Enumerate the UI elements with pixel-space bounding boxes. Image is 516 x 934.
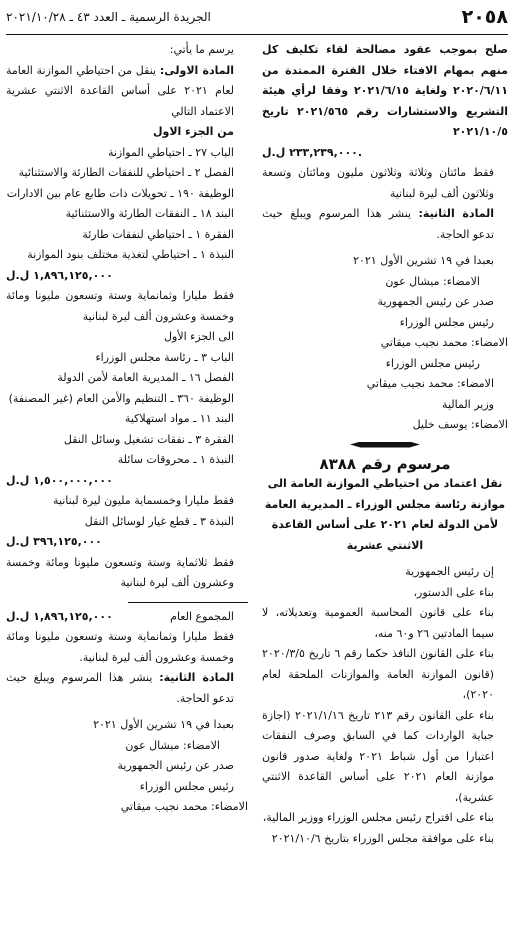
budget-line: الفصل ١٦ ـ المديرية العامة لأمن الدولة <box>57 371 234 384</box>
article-text: ينشر هذا المرسوم ويبلغ حيث تدعو الحاجة. <box>6 671 234 705</box>
amount: ٣٩٦,١٢٥,٠٠٠ ل.ل <box>6 535 102 548</box>
signature-line: الامضاء: ميشال عون <box>385 274 480 288</box>
decree-preamble: يرسم ما يأتي: <box>169 43 234 56</box>
total-row <box>6 607 248 628</box>
budget-line: الفقرة ٣ ـ نفقات تشغيل وسائل النقل <box>63 432 234 446</box>
gazette-title: الجريدة الرسمية ـ العدد ٤٣ ـ ٢٠٢١/١٠/٢٨ <box>6 10 211 24</box>
section-divider <box>350 442 420 448</box>
preamble-line: إن رئيس الجمهورية <box>405 565 494 578</box>
signature-line: رئيس مجلس الوزراء <box>385 356 480 370</box>
signature-line: الامضاء: ميشال عون <box>125 738 220 752</box>
amount-words: فقط مليارا وثمانماية وستة وتسعون مليونا ومائة وخمسة وعشرون ألف ليرة لبنانية <box>6 289 234 323</box>
page-number: ٢٠٥٨ <box>461 6 508 28</box>
amount-words: فقط مليارا وخمسماية مليون ليرة لبنانية <box>52 494 234 507</box>
amount-words: فقط ثلاثماية وستة وتسعون مليونا ومائة وخمسة وعشرون ألف ليرة لبنانية <box>6 555 234 589</box>
signature-line: الامضاء: محمد نجيب ميقاتي <box>380 336 508 349</box>
article-label: المادة الثانية: <box>159 671 234 684</box>
preamble-line: بناء على قانون المحاسبة العمومية وتعديلاته، لا سيما المادتين ٢٦ و٦٠ منه، <box>262 606 494 640</box>
signature-line: الامضاء: يوسف خليل <box>412 418 508 431</box>
budget-line: الباب ٢٧ ـ احتياطي الموازنة <box>107 145 234 159</box>
decree-date: بعبدا في ١٩ تشرين الأول ٢٠٢١ <box>353 254 494 267</box>
left-column <box>6 40 248 818</box>
section-heading: الى الجزء الأول <box>164 330 234 343</box>
budget-line: النبذة ١ ـ محروقات سائلة <box>117 453 234 466</box>
article-text: ينقل من احتياطي الموازنة العامة لعام ٢٠٢١ على أساس القاعدة الاثنتي عشرية الاعتماد التالي <box>6 63 234 118</box>
article-2 <box>262 204 508 245</box>
signature-line: صدر عن رئيس الجمهورية <box>117 759 234 772</box>
page-header <box>6 6 508 32</box>
decree-date: بعبدا في ١٩ تشرين الأول ٢٠٢١ <box>93 718 234 731</box>
article-label: المادة الاولى: <box>159 63 234 77</box>
preamble-line: بناء على القانون النافذ حكما رقم ٦ تاريخ ٢٠٢٠/٣/٥ (قانون الموازنة العامة والموازنات الملحقة لعام ٢٠٢٠)، <box>262 647 494 701</box>
article-label: المادة الثانية: <box>418 207 494 220</box>
right-column <box>262 40 508 849</box>
section-heading: من الجزء الاول <box>152 125 234 138</box>
paragraph: صلح بموجب عقود مصالحة لقاء تكليف كل منهم بمهام الافتاء خلال الفترة الممتدة من ٢٠٢٠/٦/١١ ولغاية ٢٠٢١/٦/١٥ وفقا لرأي هيئة التشريع والاستشارات رقم ٢٠٢١/٥٦٥ تاريخ ٢٠٢١/١٠/٥ <box>262 43 508 138</box>
budget-line: الوظيفة ٣٦٠ ـ التنظيم والأمن العام (غير المصنفة) <box>8 391 234 405</box>
amount: ١,٥٠٠,٠٠٠,٠٠٠ ل.ل <box>6 473 113 487</box>
budget-line: الوظيفة ١٩٠ ـ تحويلات ذات طابع عام بين الادارات <box>6 186 234 200</box>
signature-line: الامضاء: محمد نجيب ميقاتي <box>366 377 494 390</box>
budget-line: الفقرة ١ ـ احتياطي لنفقات طارئة <box>82 227 234 241</box>
preamble-line: بناء على اقتراح رئيس مجلس الوزراء ووزير المالية، <box>262 811 494 824</box>
total-amount: ١,٨٩٦,١٢٥,٠٠٠ ل.ل <box>6 609 113 623</box>
decree-title: نقل اعتماد من احتياطي الموازنة العامة الى موازنة رئاسة مجلس الوزراء ـ المديرية العامة لأمن الدولة لعام ٢٠٢١ على أساس القاعدة الاثنتي عشرية <box>264 477 506 552</box>
preamble-line: بناء على القانون رقم ٢١٣ تاريخ ٢٠٢١/١/١٦ (اجازة جباية الواردات كما في السابق وصرف النفقات اعتبارا من أول شباط ٢٠٢١ ولغاية صدور قانون موازنة العام ٢٠٢١ على أساس القاعدة الاثنتي عشرية)، <box>262 708 494 804</box>
signature-line: رئيس مجلس الوزراء <box>399 315 494 329</box>
budget-line: البند ١١ ـ مواد استهلاكية <box>124 412 234 425</box>
signature-line: رئيس مجلس الوزراء <box>139 779 234 793</box>
amount: ١,٨٩٦,١٢٥,٠٠٠ ل.ل <box>6 268 113 282</box>
amount-words: فقط مليارا وثمانماية وستة وتسعون مليونا ومائة وخمسة وعشرون ألف ليرة لبنانية. <box>6 630 234 664</box>
budget-line: الفصل ٢ ـ احتياطي للنفقات الطارئة والاستثنائية <box>18 166 234 179</box>
signature-line: الامضاء: محمد نجيب ميقاتي <box>120 800 248 813</box>
total-label: المجموع العام <box>170 609 234 623</box>
article-1 <box>6 61 248 123</box>
budget-line: الباب ٣ ـ رئاسة مجلس الوزراء <box>95 350 234 364</box>
amount-words: فقط مائتان وثلاثة وثلاثون مليون ومائتان وتسعة وثلاثون ألف ليرة لبنانية <box>262 166 494 200</box>
preamble-line: بناء على موافقة مجلس الوزراء بتاريخ ٢٠٢١/١٠/٦ <box>271 831 494 845</box>
budget-line: النبذة ٣ ـ قطع غيار لوسائل النقل <box>84 514 234 528</box>
budget-line: النبذة ١ ـ احتياطي لتغذية مختلف بنود الموازنة <box>27 248 234 261</box>
article-text: ينشر هذا المرسوم ويبلغ حيث تدعو الحاجة. <box>262 207 494 241</box>
amount: ٢٣٣,٢٣٩,٠٠٠ ل.ل. <box>262 145 363 159</box>
budget-line: البند ١٨ ـ النفقات الطارئة والاستثنائية <box>65 207 234 220</box>
article-2 <box>6 668 248 709</box>
header-rule <box>6 34 508 35</box>
total-rule <box>128 602 248 603</box>
decree-number: مرسوم رقم ٨٣٨٨ <box>319 454 451 473</box>
preamble-line: بناء على الدستور، <box>413 585 494 599</box>
signature-line: صدر عن رئيس الجمهورية <box>377 295 494 308</box>
signature-line: وزير المالية <box>442 397 494 411</box>
